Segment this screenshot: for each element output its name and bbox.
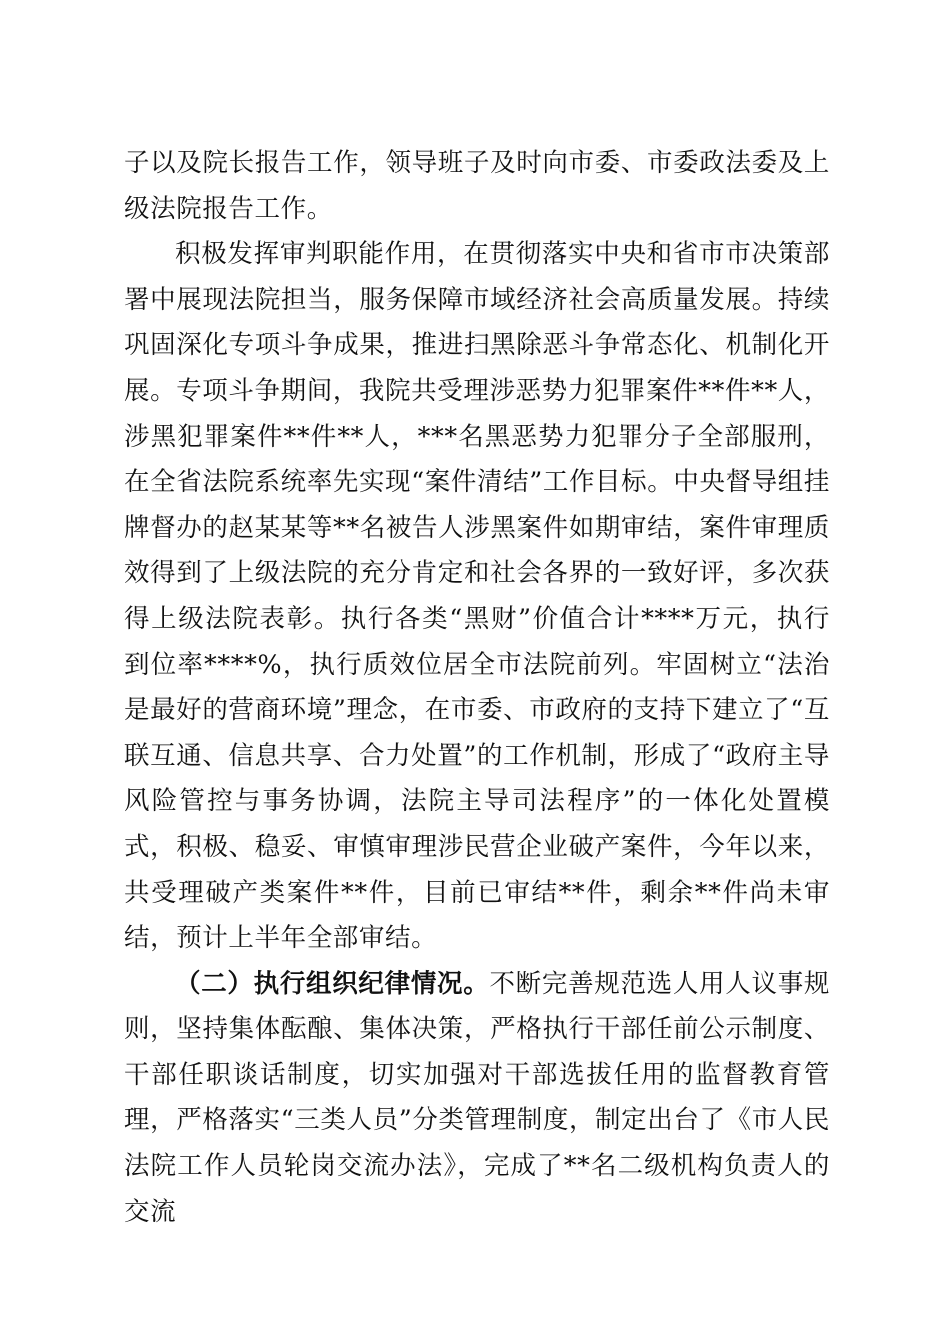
paragraph-text: 子以及院长报告工作，领导班子及时向市委、市委政法委及上级法院报告工作。 xyxy=(124,148,830,224)
paragraph-2 xyxy=(124,232,830,962)
paragraph-1 xyxy=(124,141,830,232)
paragraph-text: 积极发挥审判职能作用，在贯彻落实中央和省市市决策部署中展现法院担当，服务保障市域经济社会高质量发展。持续巩固深化专项斗争成果，推进扫黑除恶斗争常态化、机制化开展。专项斗争期间，我院共受理涉恶势力犯罪案件**件**人，涉黑犯罪案件**件**人，***名黑恶势力犯罪分子全部服刑，在全省法院系统率先实现“案件清结”工作目标。中央督导组挂牌督办的赵某某等**名被告人涉黑案件如期审结，案件审理质效得到了上级法院的充分肯定和社会各界的一致好评，多次获得上级法院表彰。执行各类“黑财”价值合计****万元，执行到位率****%，执行质效位居全市法院前列。牢固树立“法治是最好的营商环境”理念，在市委、市政府的支持下建立了“互联互通、信息共享、合力处置”的工作机制，形成了“政府主导风险管控与事务协调，法院主导司法程序”的一体化处置模式，积极、稳妥、审慎审理涉民营企业破产案件，今年以来，共受理破产类案件**件，目前已审结**件，剩余**件尚未审结，预计上半年全部审结。 xyxy=(124,239,830,954)
section-heading: （二）执行组织纪律情况。 xyxy=(175,968,490,999)
paragraph-text: 不断完善规范选人用人议事规则，坚持集体酝酿、集体决策，严格执行干部任前公示制度、干部任职谈话制度，切实加强对干部选拔任用的监督教育管理，严格落实“三类人员”分类管理制度，制定出台了《市人民法院工作人员轮岗交流办法》，完成了**名二级机构负责人的交流 xyxy=(124,968,830,1227)
document-body xyxy=(124,141,830,1235)
paragraph-3 xyxy=(124,962,830,1236)
